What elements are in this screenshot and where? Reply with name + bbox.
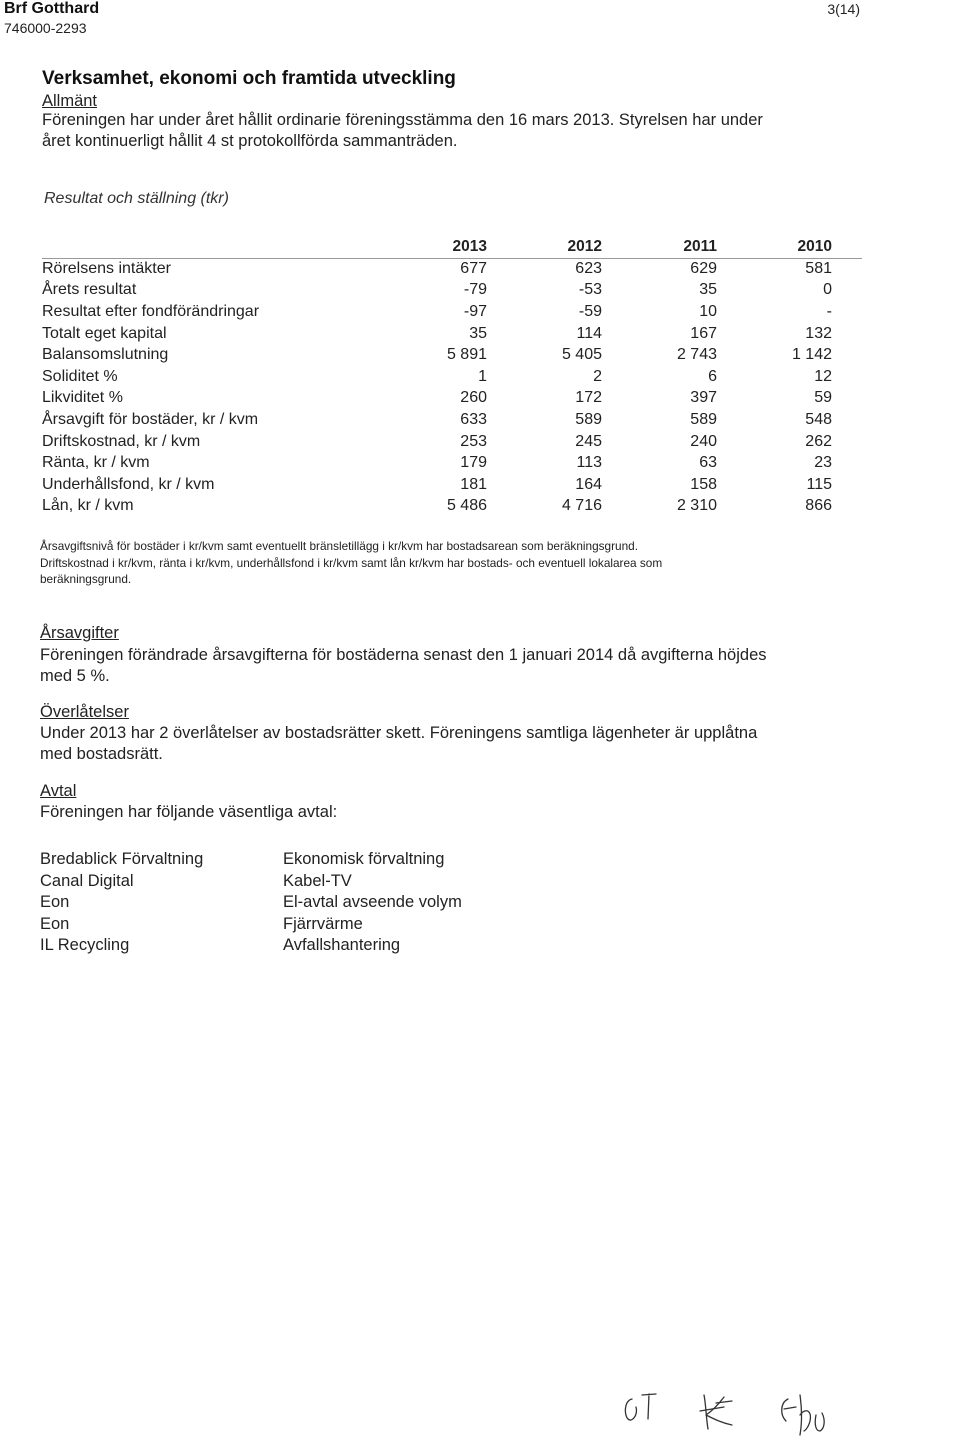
year-header: 2013 (452, 238, 487, 255)
row-value: -53 (578, 281, 602, 299)
row-label: Balansomslutning (42, 346, 169, 364)
agreements-intro: Föreningen har följande väsentliga avtal: (40, 803, 338, 821)
year-header: 2010 (797, 238, 832, 255)
table-row (42, 431, 832, 453)
table-row (42, 474, 832, 496)
row-value: 253 (460, 432, 487, 450)
agreement-service: Kabel-TV (283, 871, 352, 890)
row-value: - (826, 302, 832, 320)
row-label: Underhållsfond, kr / kvm (42, 475, 215, 493)
table-row (42, 344, 832, 366)
fees-text (40, 645, 840, 687)
agreement-parties (40, 849, 203, 957)
transfers-heading: Överlåtelser (40, 703, 129, 721)
row-label: Ränta, kr / kvm (42, 454, 150, 472)
row-label: Lån, kr / kvm (42, 497, 134, 515)
table-row (42, 258, 832, 280)
row-value: 866 (805, 497, 832, 515)
note-line: beräkningsgrund. (40, 572, 132, 586)
row-value: 397 (690, 389, 717, 407)
transfers-text-line1: Under 2013 har 2 överlåtelser av bostadsrätter skett. Föreningens samtliga lägenheter är upplåtna (40, 724, 758, 742)
row-value: 114 (576, 324, 602, 342)
row-value: 10 (699, 302, 717, 320)
agreement-party: Canal Digital (40, 871, 134, 890)
row-value: 240 (690, 432, 717, 450)
table-header-row (42, 236, 832, 258)
row-label: Årsavgift för bostäder, kr / kvm (42, 410, 259, 428)
transfers-text (40, 723, 840, 765)
agreement-party: Eon (40, 893, 70, 911)
row-value: 260 (460, 389, 487, 407)
results-caption: Resultat och ställning (tkr) (44, 190, 229, 207)
year-header: 2011 (683, 238, 717, 255)
row-value: 589 (690, 410, 717, 428)
table-row (42, 452, 832, 474)
table-row (42, 301, 832, 323)
row-value: 181 (460, 475, 487, 493)
row-value: -59 (578, 302, 602, 320)
row-value: 115 (806, 475, 832, 493)
row-label: Likviditet % (42, 389, 123, 407)
row-value: 5 891 (446, 346, 487, 364)
row-value: 6 (708, 367, 717, 385)
general-heading: Allmänt (42, 92, 98, 110)
row-value: 158 (690, 475, 717, 493)
table-row (42, 280, 832, 302)
row-value: 1 142 (791, 346, 832, 364)
row-value: 262 (805, 432, 832, 450)
general-text-line2: året kontinuerligt hållit 4 st protokollförda sammanträden. (42, 132, 458, 150)
table-row (42, 366, 832, 388)
header-label-spacer (42, 236, 372, 258)
transfers-text-line2: med bostadsrätt. (40, 745, 163, 763)
table-row (42, 409, 832, 431)
row-value: 2 310 (676, 497, 717, 515)
row-label: Soliditet % (42, 367, 118, 385)
agreement-services (283, 849, 462, 957)
general-text-line1: Föreningen har under året hållit ordinarie föreningsstämma den 16 mars 2013. Styrelsen har under (42, 111, 763, 129)
general-text (42, 110, 842, 152)
row-value: 12 (814, 367, 832, 385)
agreement-party: Eon (40, 914, 70, 933)
row-value: 677 (460, 259, 487, 277)
page-number: 3(14) (827, 1, 860, 17)
section-title: Verksamhet, ekonomi och framtida utveckling (42, 68, 456, 89)
row-value: 132 (805, 324, 832, 342)
agreements-heading: Avtal (40, 782, 77, 800)
table-row (42, 323, 832, 345)
agreement-service: Ekonomisk förvaltning (283, 850, 445, 868)
table-row (42, 388, 832, 410)
table-notes (40, 538, 820, 588)
agreement-service: Avfallshantering (283, 936, 401, 954)
row-value: 2 743 (676, 346, 717, 364)
row-value: 35 (699, 281, 717, 299)
row-value: 113 (576, 454, 602, 472)
row-value: -97 (463, 302, 487, 320)
agreement-service: El-avtal avseende volym (283, 893, 462, 911)
row-value: 179 (460, 454, 487, 472)
agreement-party: Bredablick Förvaltning (40, 850, 204, 868)
row-value: 1 (478, 367, 487, 385)
row-value: 23 (814, 454, 832, 472)
fees-heading: Årsavgifter (40, 624, 119, 642)
agreement-party: IL Recycling (40, 936, 130, 954)
note-line: Driftskostnad i kr/kvm, ränta i kr/kvm, underhållsfond i kr/kvm samt lån kr/kvm har bostads- och eventuell lokalarea som (40, 555, 663, 570)
row-value: 164 (575, 475, 602, 493)
row-value: 4 716 (561, 497, 602, 515)
row-value: 63 (699, 454, 717, 472)
results-table (42, 236, 832, 517)
row-value: 5 486 (446, 497, 487, 515)
row-value: 172 (575, 389, 602, 407)
year-header: 2012 (567, 238, 602, 255)
fees-text-line1: Föreningen förändrade årsavgifterna för bostäderna senast den 1 januari 2014 då avgifterna höjdes (40, 646, 767, 664)
row-value: 633 (460, 410, 487, 428)
row-value: -79 (463, 281, 487, 299)
row-label: Totalt eget kapital (42, 324, 167, 342)
row-label: Resultat efter fondförändringar (42, 302, 260, 320)
note-line: Årsavgiftsnivå för bostäder i kr/kvm samt eventuellt bränsletillägg i kr/kvm har bostadsarean som beräkningsgrund. (40, 539, 638, 553)
row-value: 59 (814, 389, 832, 407)
row-label: Årets resultat (42, 281, 137, 299)
row-value: 623 (575, 259, 602, 277)
row-value: 589 (575, 410, 602, 428)
table-row (42, 496, 832, 518)
row-label: Rörelsens intäkter (42, 259, 171, 277)
row-value: 548 (805, 410, 832, 428)
row-value: 167 (690, 324, 717, 342)
row-value: 0 (823, 281, 832, 299)
row-value: 35 (469, 324, 487, 342)
row-value: 245 (575, 432, 602, 450)
row-value: 629 (690, 259, 717, 277)
row-value: 581 (805, 259, 832, 277)
organization-number: 746000-2293 (4, 20, 87, 36)
fees-text-line2: med 5 %. (40, 667, 110, 685)
row-label: Driftskostnad, kr / kvm (42, 432, 201, 450)
agreement-service: Fjärrvärme (283, 914, 363, 933)
row-value: 2 (593, 367, 602, 385)
handwritten-initials-signature (620, 1385, 860, 1440)
organization-name: Brf Gotthard (4, 0, 100, 17)
row-value: 5 405 (561, 346, 602, 364)
